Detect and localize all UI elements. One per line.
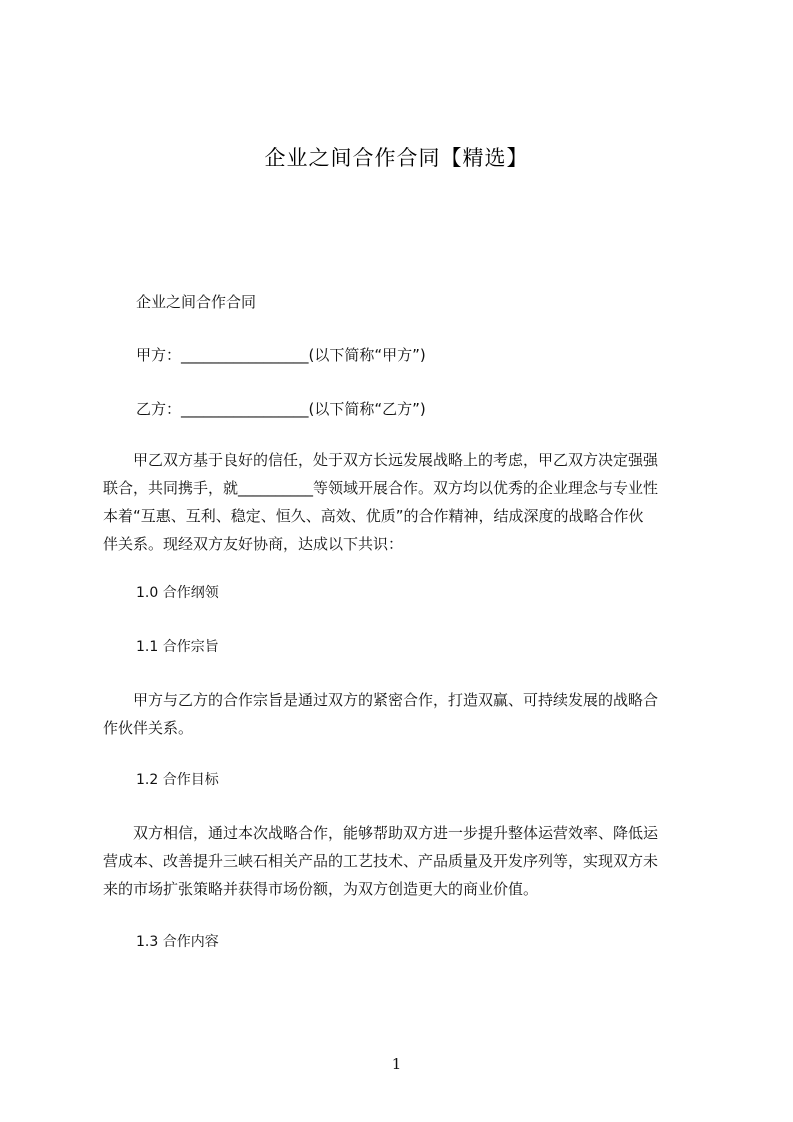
- page-number: 1: [391, 1055, 402, 1073]
- section-heading-1-0: 1.0 合作纲领: [136, 585, 219, 601]
- section-heading-1-3: 1.3 合作内容: [136, 934, 219, 950]
- paragraph-1-2: [103, 819, 701, 903]
- section-heading-1-2: 1.2 合作目标: [136, 772, 219, 788]
- intro-line: 本着“互惠、互利、稳定、恒久、高效、优质”的合作精神，结成深度的战略合作伙: [103, 507, 644, 525]
- section-heading-1-1: 1.1 合作宗旨: [136, 639, 219, 655]
- intro-paragraph: [103, 446, 701, 558]
- party-b-line: 乙方：_________________(以下简称“乙方”): [136, 400, 426, 418]
- paragraph-1-1: [103, 686, 701, 742]
- intro-line: 联合，共同携手，就__________等领域开展合作。双方均以优秀的企业理念与专业性: [103, 479, 659, 497]
- party-a-line: 甲方：_________________(以下简称“甲方”): [136, 346, 426, 364]
- intro-line: 伴关系。现经双方友好协商，达成以下共识：: [103, 535, 404, 553]
- paragraph-line: 营成本、改善提升三峡石相关产品的工艺技术、产品质量及开发序列等，实现双方未: [103, 852, 659, 870]
- paragraph-line: 来的市场扩张策略并获得市场份额，为双方创造更大的商业价值。: [103, 880, 539, 898]
- contract-subtitle: 企业之间合作合同: [136, 293, 257, 311]
- document-title: 企业之间合作合同【精选】: [264, 146, 529, 170]
- paragraph-line: 甲方与乙方的合作宗旨是通过双方的紧密合作，打造双赢、可持续发展的战略合: [103, 691, 659, 709]
- paragraph-line: 作伙伴关系。: [103, 719, 194, 737]
- paragraph-line: 双方相信，通过本次战略合作，能够帮助双方进一步提升整体运营效率、降低运: [103, 824, 659, 842]
- intro-line: 甲乙双方基于良好的信任，处于双方长远发展战略上的考虑，甲乙双方决定强强: [103, 451, 659, 469]
